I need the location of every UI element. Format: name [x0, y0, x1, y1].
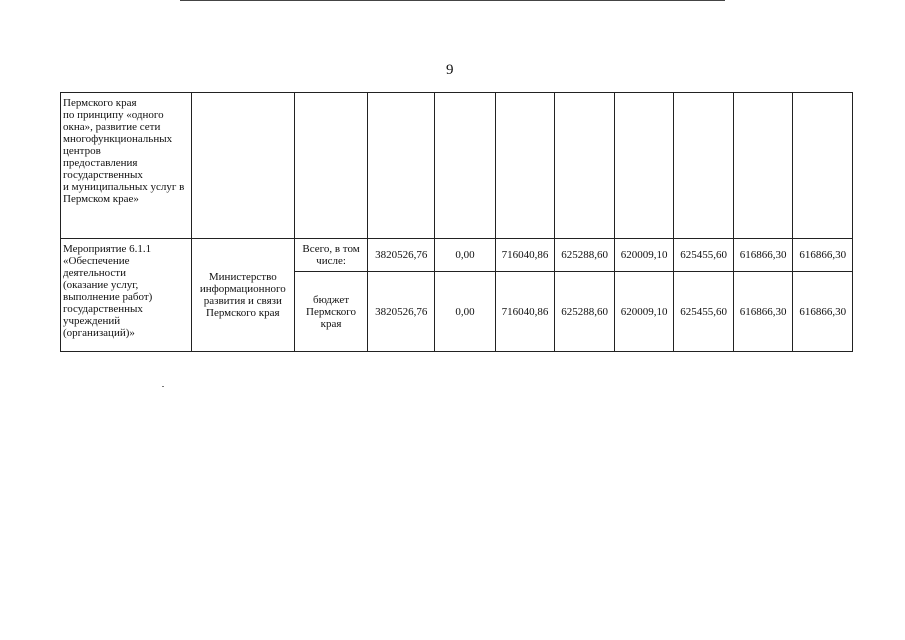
value-cell: 625288,60 [555, 239, 615, 272]
empty-cell [294, 93, 367, 239]
value-cell: 3820526,76 [368, 272, 435, 352]
empty-cell [733, 93, 793, 239]
value-cell: 0,00 [435, 239, 496, 272]
empty-cell [793, 93, 853, 239]
value-cell: 625288,60 [555, 272, 615, 352]
page-number: 9 [446, 62, 454, 78]
empty-cell [674, 93, 734, 239]
activity-name-cell: Пермского края по принципу «одного окна», развитие сети многофункциональных центров предоставления государственных и муниципальных услуг в Пермском крае» [61, 93, 192, 239]
value-cell: 620009,10 [614, 272, 674, 352]
empty-cell [368, 93, 435, 239]
value-cell: 616866,30 [733, 272, 793, 352]
empty-cell [495, 93, 555, 239]
funding-source-cell: бюджет Пермского края [294, 272, 367, 352]
table-row [61, 239, 853, 272]
page-top-rule [180, 0, 725, 1]
value-cell: 0,00 [435, 272, 496, 352]
value-cell: 625455,60 [674, 239, 734, 272]
value-cell: 716040,86 [495, 272, 555, 352]
value-cell: 616866,30 [733, 239, 793, 272]
empty-cell [555, 93, 615, 239]
activity-name-cell: Мероприятие 6.1.1 «Обеспечение деятельности (оказание услуг, выполнение работ) государственных учреждений (организаций)» [61, 239, 192, 352]
empty-cell [191, 93, 294, 239]
empty-cell [435, 93, 496, 239]
value-cell: 716040,86 [495, 239, 555, 272]
funding-source-cell: Всего, в том числе: [294, 239, 367, 272]
value-cell: 616866,30 [793, 272, 853, 352]
scan-speck [162, 386, 164, 387]
table-row [61, 93, 853, 239]
value-cell: 625455,60 [674, 272, 734, 352]
value-cell: 3820526,76 [368, 239, 435, 272]
empty-cell [614, 93, 674, 239]
program-table [60, 92, 853, 352]
value-cell: 616866,30 [793, 239, 853, 272]
responsible-cell: Министерство информационного развития и связи Пермского края [191, 239, 294, 352]
value-cell: 620009,10 [614, 239, 674, 272]
